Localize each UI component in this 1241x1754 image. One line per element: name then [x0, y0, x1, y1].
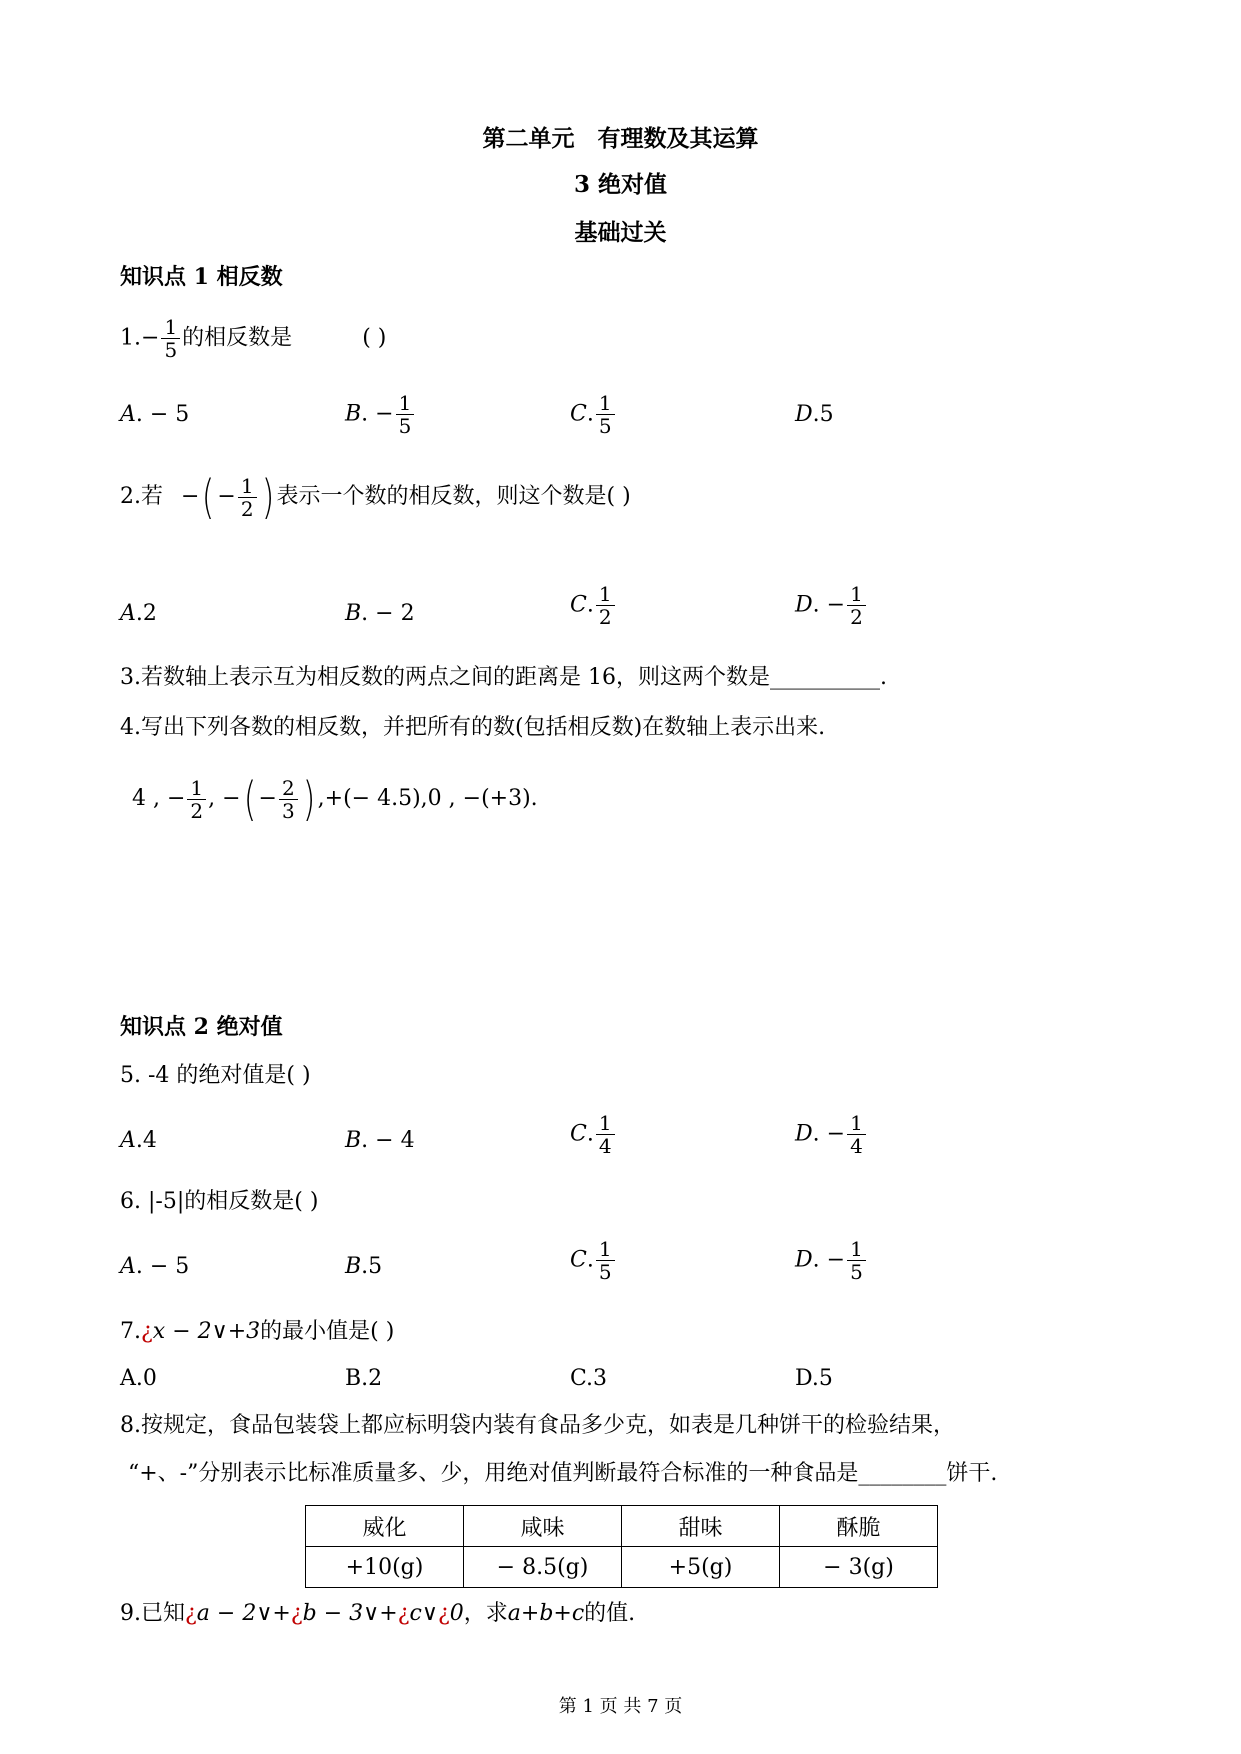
q1-minus: −: [141, 325, 160, 351]
q7-option-b: B.2: [345, 1366, 383, 1391]
q1-prefix: 1.: [120, 325, 141, 351]
question-3: 3.若数轴上表示互为相反数的两点之间的距离是 16，则这两个数是__________.: [120, 665, 887, 690]
q2-fraction: $\frac{1}{2}$: [238, 475, 257, 520]
q1-fraction: [161, 316, 180, 361]
q2-option-b: B. − 2: [345, 601, 415, 626]
table-header-cell: 甜味: [622, 1506, 780, 1547]
q6-option-b: B.5: [345, 1254, 383, 1279]
question-8-line-2: “+、-”分别表示比标准质量多、少，用绝对值判断最符合标准的一种食品是________饼干.: [128, 1461, 998, 1486]
question-8-line-1: 8.按规定，食品包装袋上都应标明袋内装有食品多少克，如表是几种饼干的检验结果，: [120, 1413, 955, 1438]
q2-option-a: A.2: [120, 601, 157, 626]
q7-option-d: D.5: [795, 1366, 833, 1391]
lesson-title: 3 绝对值: [573, 171, 667, 198]
q2-inner-minus: −: [217, 484, 236, 509]
q5-option-d: D. − $\frac{1}{4}$: [795, 1112, 868, 1157]
page-footer: 第 1 页 共 7 页: [558, 1696, 683, 1717]
q6-option-d: D. − $\frac{1}{5}$: [795, 1238, 868, 1283]
q1-option-d: D.5: [795, 402, 834, 427]
unit-title: 第二单元 有理数及其运算: [482, 125, 759, 152]
question-2: 2.若 −( − $\frac{1}{2}$ ) 表示一个数的相反数，则这个数是( ): [120, 470, 631, 524]
section-title: 基础过关: [574, 219, 667, 246]
question-4: 4.写出下列各数的相反数，并把所有的数(包括相反数)在数轴上表示出来.: [120, 715, 826, 740]
q1-option-b: B. − $\frac{1}{5}$: [345, 392, 416, 437]
knowledge-point-2-title: 知识点 2 绝对值: [120, 1014, 283, 1040]
q2-prefix: 2.若: [120, 484, 163, 509]
q2-suffix: 表示一个数的相反数，则这个数是( ): [276, 484, 631, 509]
table-header-row: [306, 1506, 938, 1547]
question-6: 6. |-5|的相反数是( ): [120, 1189, 319, 1214]
q2-option-c: C. $\frac{1}{2}$: [570, 583, 617, 628]
table-header-cell: 威化: [306, 1506, 464, 1547]
table-header-cell: 酥脆: [780, 1506, 938, 1547]
table-cell: − 8.5(g): [464, 1547, 622, 1588]
q1-answer-paren: ( ): [362, 325, 387, 351]
table-cell: +10(g): [306, 1547, 464, 1588]
question-7: 7.¿x − 2∨+3的最小值是( ): [120, 1319, 395, 1344]
q1-frac-num: 1: [161, 316, 180, 339]
q1-option-c: C. $\frac{1}{5}$: [570, 392, 617, 437]
table-cell: +5(g): [622, 1547, 780, 1588]
q1-frac-den: 5: [164, 338, 178, 362]
q1-option-a: A. − 5: [120, 402, 190, 427]
q7-encoding-glyph: ¿: [141, 1319, 153, 1344]
q1-suffix: 的相反数是: [182, 325, 293, 351]
table-cell: − 3(g): [780, 1547, 938, 1588]
q2-outer-minus: −: [181, 484, 200, 509]
q7-option-a: A.0: [120, 1366, 157, 1391]
q5-option-b: B. − 4: [345, 1128, 415, 1153]
q2-option-d: D. − $\frac{1}{2}$: [795, 583, 868, 628]
q7-option-c: C.3: [570, 1366, 608, 1391]
biscuit-weight-table: [305, 1505, 938, 1588]
question-1: [120, 316, 386, 361]
table-header-cell: 咸味: [464, 1506, 622, 1547]
question-5: 5. -4 的绝对值是( ): [120, 1063, 311, 1088]
q4-number-list: 4 , − $\frac{1}{2}$ , −( − $\frac{2}{3}$ ) ,+(− 4.5),0 , −(+3).: [132, 772, 538, 826]
q6-option-c: C. $\frac{1}{5}$: [570, 1238, 617, 1283]
table-row: [306, 1547, 938, 1588]
q5-option-c: C. $\frac{1}{4}$: [570, 1112, 617, 1157]
q5-option-a: A.4: [120, 1128, 157, 1153]
q6-option-a: A. − 5: [120, 1254, 190, 1279]
knowledge-point-1-title: 知识点 1 相反数: [120, 264, 283, 290]
question-9: 9.已知¿a − 2∨+¿b − 3∨+¿c∨¿0，求a+b+c的值.: [120, 1601, 636, 1626]
